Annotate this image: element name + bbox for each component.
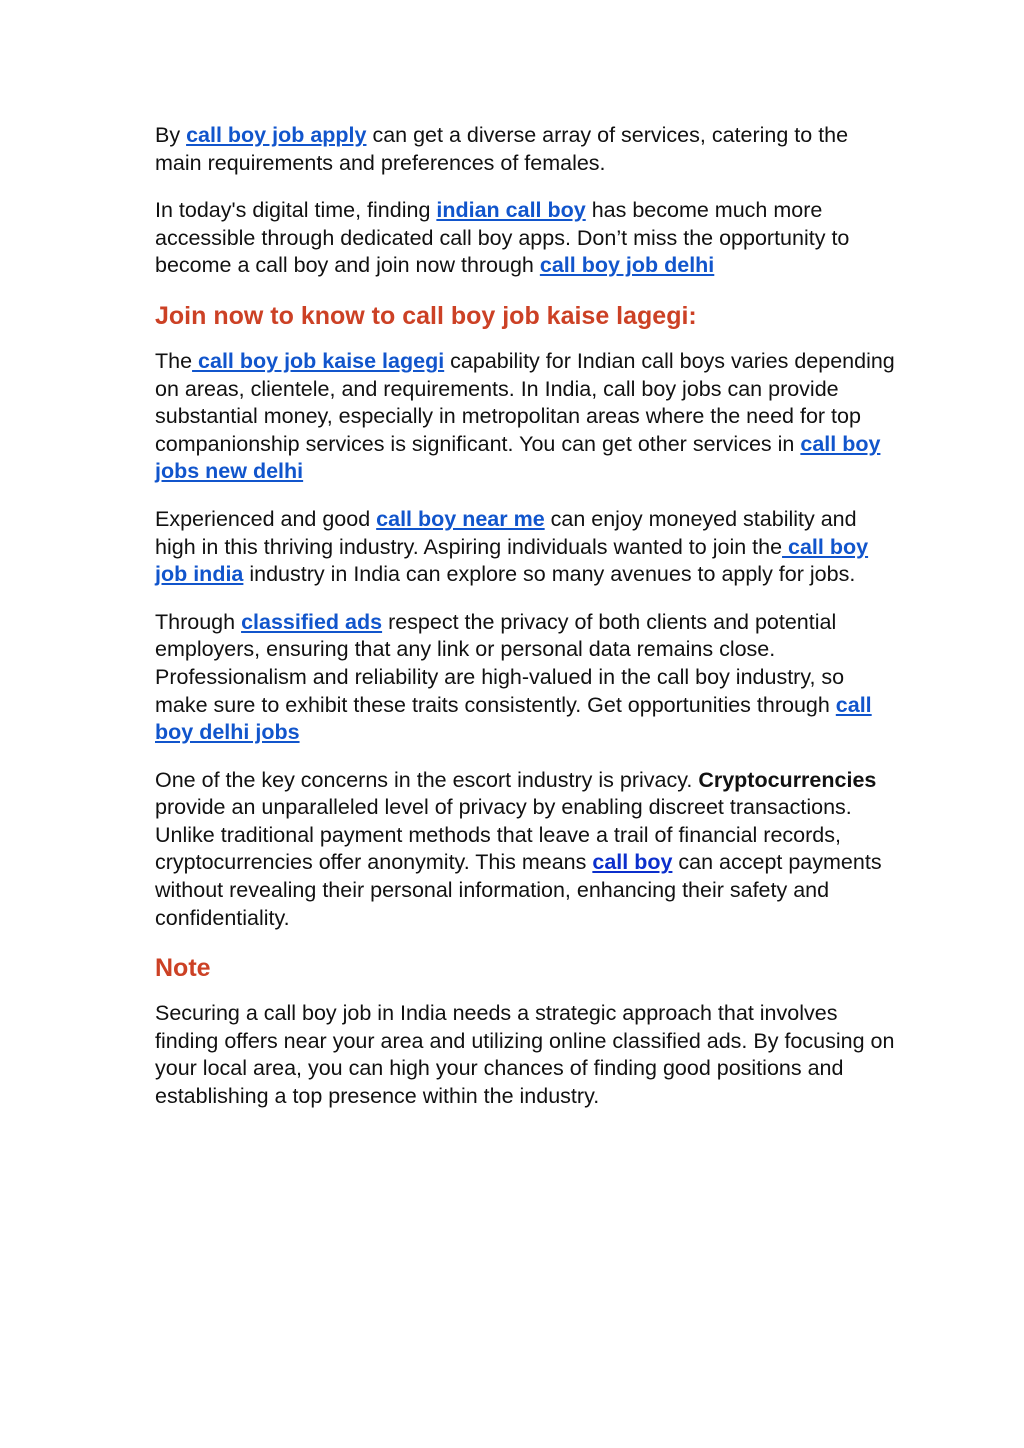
link-call-boy-near-me[interactable]: call boy near me [376,506,545,531]
link-call-boy-job-kaise-lagegi[interactable]: call boy job kaise lagegi [192,348,445,373]
paragraph-securing: Securing a call boy job in India needs a strategic approach that involves finding offers near your area and utilizing online classified ads. By focusing on your local area, you can high your chances of finding good positions and establishing a top presence within the industry. [155,1001,895,1109]
link-call-boy-delhi-jobs[interactable]: call boy delhi jobs [155,692,872,745]
heading-join-now: Join now to know to call boy job kaise lagegi: [155,301,697,330]
paragraph-experienced: Experienced and good call boy near me can enjoy moneyed stability and high in this thriving industry. Aspiring individuals wanted to join the call boy job india industry in India can explore so many avenues to apply for jobs. [155,506,869,587]
paragraph-digital-time: In today's digital time, finding indian call boy has become much more accessible through dedicated call boy apps. Don’t miss the opportunity to become a call boy and join now through call boy job delhi [155,198,850,278]
document-page [155,122,895,1131]
link-classified-ads[interactable]: classified ads [241,609,383,634]
link-indian-call-boy[interactable]: indian call boy [436,198,586,223]
link-call-boy-job-apply[interactable]: call boy job apply [186,123,367,147]
link-call-boy-job-delhi[interactable]: call boy job delhi [539,253,715,278]
paragraph-intro: By call boy job apply can get a diverse array of services, catering to the main requirements and preferences of females. [155,123,849,175]
link-call-boy-job-india[interactable]: call boy job india [155,534,869,587]
link-call-boy-jobs-new-delhi[interactable]: call boy jobs new delhi [155,431,881,484]
link-call-boy[interactable]: call boy [592,850,673,875]
bold-cryptocurrencies: Cryptocurrencies [698,767,877,792]
paragraph-privacy: One of the key concerns in the escort industry is privacy. Cryptocurrencies provide an unparalleled level of privacy by enabling discreet transactions. Unlike traditional payment methods that leave a trail of financial records, cryptocurrencies offer anonymity. This means call boy can accept payments without revealing their personal information, enhancing their safety and confidentiality. [155,767,882,930]
paragraph-capability: The call boy job kaise lagegi capability for Indian call boys varies depending on areas, clientele, and requirements. In India, call boy jobs can provide substantial money, especially in metropolitan areas where the need for top companionship services is significant. You can get other services in call boy jobs new delhi [155,348,895,484]
heading-note: Note [155,954,211,983]
paragraph-classified: Through classified ads respect the privacy of both clients and potential employers, ensuring that any link or personal data remains close. Professionalism and reliability are high-valued in the call boy industry, so make sure to exhibit these traits consistently. Get opportunities through call boy delhi jobs [155,609,872,745]
